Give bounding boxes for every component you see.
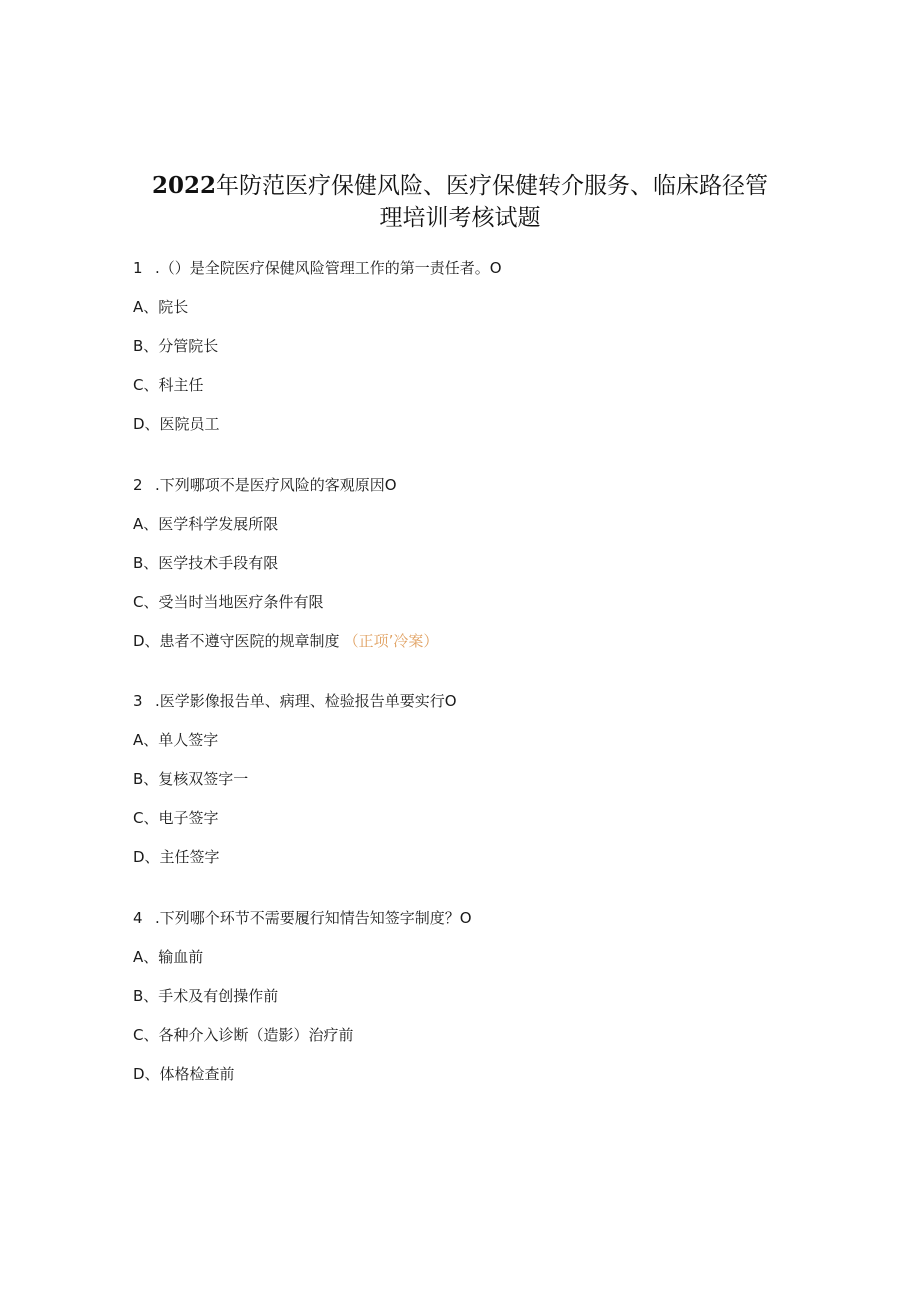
- question-2-option-b: B、医学技术手段有限: [133, 554, 279, 572]
- question-3-option-b: B、复核双签字一: [133, 770, 249, 788]
- option-text: D、患者不遵守医院的规章制度: [133, 632, 340, 650]
- title-year: 2022: [151, 172, 216, 199]
- question-4-option-c: C、各种介入诊断（造影）治疗前: [133, 1026, 354, 1044]
- document-title-line-1: [110, 170, 810, 202]
- question-number: 3: [133, 692, 143, 710]
- question-number: 4: [133, 909, 143, 927]
- question-text: .医学影像报告单、病理、检验报告单要实行O: [155, 692, 457, 710]
- question-text: .下列哪项不是医疗风险的客观原因O: [155, 476, 397, 494]
- correct-answer-mark: （正项’冷案）: [343, 632, 439, 650]
- question-1-option-c: C、科主任: [133, 376, 204, 394]
- question-number: 2: [133, 476, 143, 494]
- question-3-option-a: A、单人签字: [133, 731, 219, 749]
- question-number: 1: [133, 259, 143, 277]
- question-text: .（）是全院医疗保健风险管理工作的第一责任者。O: [155, 259, 502, 277]
- question-text: .下列哪个环节不需要履行知情告知签字制度？O: [155, 909, 472, 927]
- title-text: 年防范医疗保健风险、医疗保健转介服务、临床路径管: [216, 173, 768, 199]
- question-1-stem: [133, 257, 502, 279]
- question-1-option-a: A、院长: [133, 298, 189, 316]
- question-2-option-c: C、受当时当地医疗条件有限: [133, 593, 324, 611]
- question-3-option-c: C、电子签字: [133, 809, 219, 827]
- question-4-option-a: A、输血前: [133, 948, 204, 966]
- question-4-stem: [133, 907, 472, 929]
- question-2-option-d: [133, 630, 438, 652]
- question-4-option-b: B、手术及有创操作前: [133, 987, 279, 1005]
- question-2-option-a: A、医学科学发展所限: [133, 515, 279, 533]
- question-1-option-b: B、分管院长: [133, 337, 219, 355]
- question-3-stem: [133, 690, 457, 712]
- question-3-option-d: D、主任签字: [133, 848, 220, 866]
- question-1-option-d: D、医院员工: [133, 415, 220, 433]
- question-2-stem: [133, 474, 397, 496]
- document-title-line-2: 理培训考核试题: [379, 205, 541, 231]
- question-4-option-d: D、体格检查前: [133, 1065, 235, 1083]
